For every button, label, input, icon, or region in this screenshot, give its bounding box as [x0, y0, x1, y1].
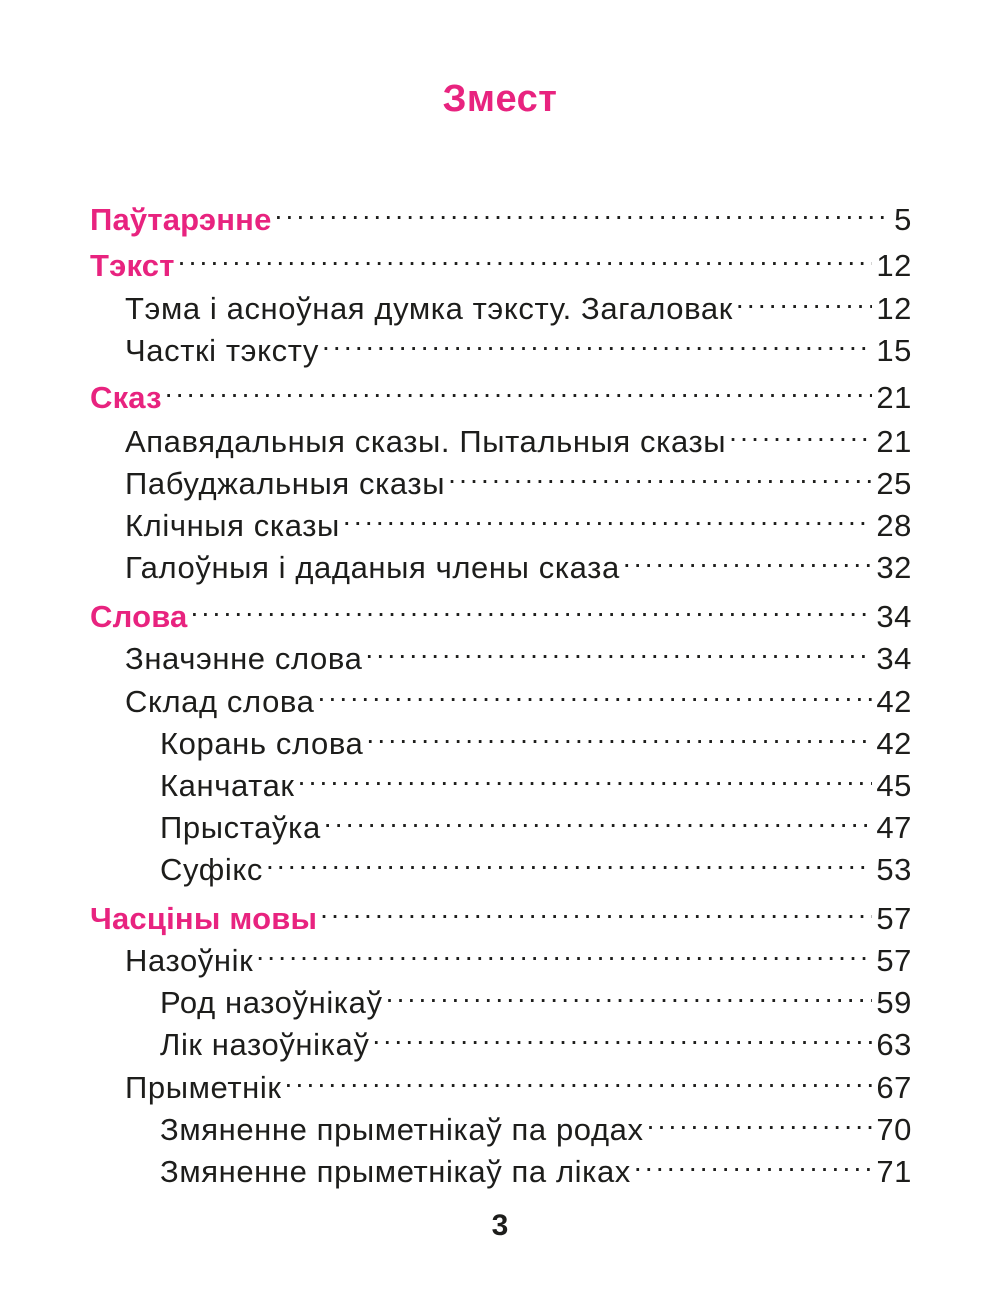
toc-entry-page: 34	[876, 641, 912, 676]
toc-entry-page: 57	[876, 901, 912, 936]
dot-leader	[366, 714, 872, 754]
toc-entry-label: Змяненне прыметнікаў па ліках	[160, 1154, 631, 1189]
toc-section	[90, 889, 912, 936]
toc-entry-label: Паўтарэнне	[90, 202, 272, 237]
toc-section	[90, 190, 912, 237]
dot-leader	[365, 629, 872, 669]
toc-entry	[160, 1015, 912, 1062]
toc-section	[90, 368, 912, 415]
dot-leader	[343, 496, 872, 536]
toc-entry-label: Тэкст	[90, 248, 175, 283]
dot-leader	[647, 1100, 873, 1140]
page-title: Змест	[442, 78, 558, 120]
toc-entry-page: 59	[876, 985, 912, 1020]
dot-leader	[178, 236, 873, 276]
toc-section	[90, 587, 912, 634]
toc-entry-label: Слова	[90, 599, 188, 634]
toc-entry	[160, 798, 912, 845]
toc-entry-label: Клічныя сказы	[125, 508, 340, 543]
toc-entry-page: 63	[876, 1027, 912, 1062]
toc-entry	[125, 931, 912, 978]
toc-entry-label: Склад слова	[125, 684, 315, 719]
toc-entry	[125, 454, 912, 501]
toc-entry-page: 21	[876, 380, 912, 415]
toc-entry-page: 34	[876, 599, 912, 634]
toc-entry	[160, 1100, 912, 1147]
toc-entry	[160, 840, 912, 887]
toc-entry-page: 15	[876, 333, 912, 368]
toc-entry-page: 71	[876, 1154, 912, 1189]
dot-leader	[736, 279, 872, 319]
toc-entry-label: Галоўныя і даданыя члены сказа	[125, 550, 620, 585]
toc-entry-label: Род назоўнікаў	[160, 985, 383, 1020]
dot-leader	[729, 412, 872, 452]
toc-entry	[125, 279, 912, 326]
dot-leader	[275, 190, 891, 230]
toc-entry-page: 5	[894, 202, 912, 237]
dot-leader	[386, 973, 873, 1013]
toc-entry-page: 70	[876, 1112, 912, 1147]
dot-leader	[623, 538, 873, 578]
toc-entry-label: Лік назоўнікаў	[160, 1027, 370, 1062]
dot-leader	[256, 931, 872, 971]
toc-entry	[125, 672, 912, 719]
toc-entry-page: 67	[876, 1070, 912, 1105]
dot-leader	[317, 672, 872, 712]
toc-entry	[125, 321, 912, 368]
toc-entry-label: Сказ	[90, 380, 162, 415]
toc-entry-page: 42	[876, 726, 912, 761]
toc-entry-page: 32	[876, 550, 912, 585]
toc-entry	[160, 756, 912, 803]
toc-entry	[160, 1142, 912, 1189]
toc-entry	[125, 412, 912, 459]
toc-entry	[125, 1058, 912, 1105]
toc-entry-label: Канчатак	[160, 768, 295, 803]
toc-entry	[125, 629, 912, 676]
toc-entry	[160, 973, 912, 1020]
toc-entry	[160, 714, 912, 761]
toc-entry	[125, 496, 912, 543]
toc-entry	[125, 538, 912, 585]
dot-leader	[372, 1015, 872, 1055]
toc-entry-label: Прыстаўка	[160, 810, 321, 845]
toc-entry-page: 12	[876, 291, 912, 326]
page-number: 3	[491, 1209, 509, 1242]
toc-entry-label: Корань слова	[160, 726, 364, 761]
toc-entry-page: 57	[876, 943, 912, 978]
toc-entry-label: Назоўнік	[125, 943, 254, 978]
toc-entry-label: Апавядальныя сказы. Пытальныя сказы	[125, 424, 727, 459]
dot-leader	[324, 798, 873, 838]
dot-leader	[320, 889, 872, 929]
dot-leader	[266, 840, 872, 880]
toc-entry-label: Змяненне прыметнікаў па родах	[160, 1112, 644, 1147]
toc-entry-label: Суфікс	[160, 852, 263, 887]
toc-entry-page: 12	[876, 248, 912, 283]
toc-entry-page: 21	[876, 424, 912, 459]
dot-leader	[191, 587, 873, 627]
dot-leader	[448, 454, 872, 494]
toc-entry-page: 47	[876, 810, 912, 845]
dot-leader	[285, 1058, 873, 1098]
toc-entry-label: Прыметнік	[125, 1070, 282, 1105]
dot-leader	[298, 756, 873, 796]
toc-entry-label: Часткі тэксту	[125, 333, 319, 368]
toc-entry-page: 42	[876, 684, 912, 719]
toc-section	[90, 236, 912, 283]
dot-leader	[165, 368, 873, 408]
toc-entry-page: 53	[876, 852, 912, 887]
dot-leader	[322, 321, 872, 361]
toc-entry-label: Тэма і асноўная думка тэксту. Загаловак	[125, 291, 733, 326]
toc-entry-page: 28	[876, 508, 912, 543]
toc-entry-page: 25	[876, 466, 912, 501]
dot-leader	[634, 1142, 872, 1182]
toc-entry-page: 45	[876, 768, 912, 803]
toc-entry-label: Пабуджальныя сказы	[125, 466, 446, 501]
toc-entry-label: Часціны мовы	[90, 901, 318, 936]
toc-entry-label: Значэнне слова	[125, 641, 363, 676]
